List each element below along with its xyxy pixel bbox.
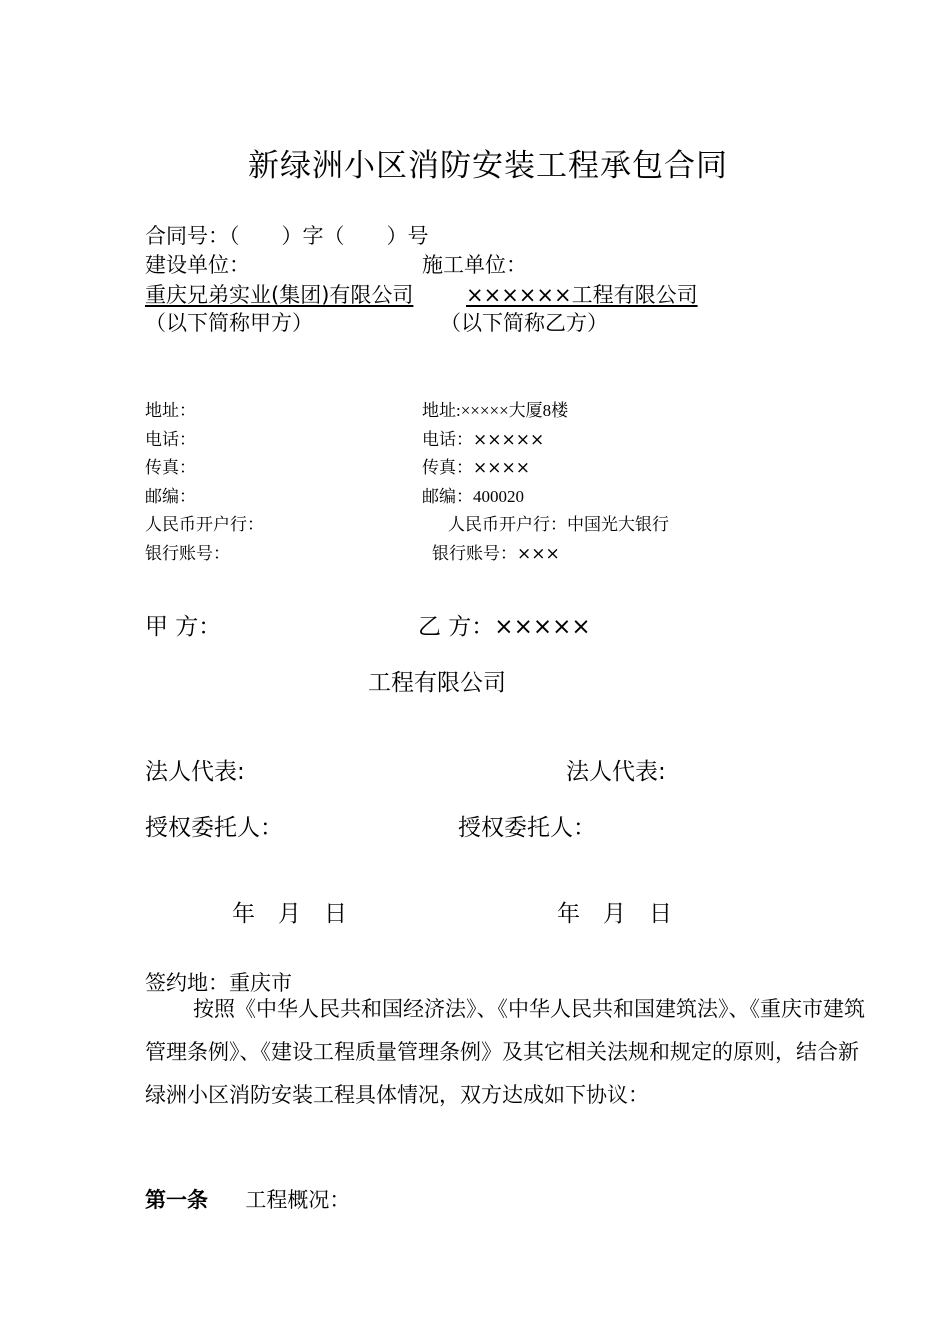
party-b-legal-rep: 法人代表: [566, 759, 666, 785]
party-a-legal-rep: 法人代表: [145, 759, 245, 785]
article-1-title: 工程概况： [245, 1188, 351, 1212]
article-1-number: 第一条 [145, 1188, 208, 1212]
party-a-name: 重庆兄弟实业(集团)有限公司 [145, 283, 414, 307]
party-b-alias: （以下简称乙方） [440, 311, 608, 335]
party-b-sign-label: 乙 方：××××× [418, 614, 591, 640]
party-a-sign-label: 甲 方： [145, 614, 222, 640]
party-a-address: 地址： [145, 401, 196, 421]
sign-place: 签约地：重庆市 [145, 971, 292, 995]
party-b-phone: 电话：××××× [422, 430, 545, 450]
party-b-agent: 授权委托人： [458, 815, 596, 841]
party-a-postcode: 邮编： [145, 487, 196, 507]
party-b-postcode: 邮编：400020 [422, 487, 524, 506]
party-a-account: 银行账号： [145, 544, 230, 564]
contract-number: 合同号：（ ）字（ ）号 [145, 224, 429, 248]
party-a-date: 年 月 日 [232, 901, 347, 927]
party-a-phone: 电话： [145, 430, 196, 450]
party-b-fax: 传真：×××× [422, 458, 530, 478]
party-a-unit-label: 建设单位： [145, 253, 250, 277]
party-b-unit-label: 施工单位： [422, 253, 527, 277]
party-a-bank: 人民币开户行： [145, 515, 264, 535]
party-b-date: 年 月 日 [557, 901, 672, 927]
party-b-account: 银行账号：××× [432, 544, 560, 564]
article-1-heading [145, 1184, 350, 1214]
document-title: 新绿洲小区消防安装工程承包合同 [248, 148, 728, 184]
party-b-sign-label-cont: 工程有限公司 [368, 670, 506, 696]
preamble-paragraph: 按照《中华人民共和国经济法》、《中华人民共和国建筑法》、《重庆市建筑管理条例》、《建设工程质量管理条例》及其它相关法规和规定的原则，结合新绿洲小区消防安装工程具体情况，双方达成如下协议： [145, 997, 865, 1107]
party-a-alias: （以下简称甲方） [145, 311, 313, 335]
party-b-address: 地址:×××××大厦8楼 [422, 401, 569, 420]
party-b-bank: 人民币开户行：中国光大银行 [448, 515, 669, 535]
party-a-fax: 传真： [145, 458, 196, 478]
party-b-name: ××××××工程有限公司 [466, 283, 698, 307]
party-a-agent: 授权委托人： [145, 815, 283, 841]
